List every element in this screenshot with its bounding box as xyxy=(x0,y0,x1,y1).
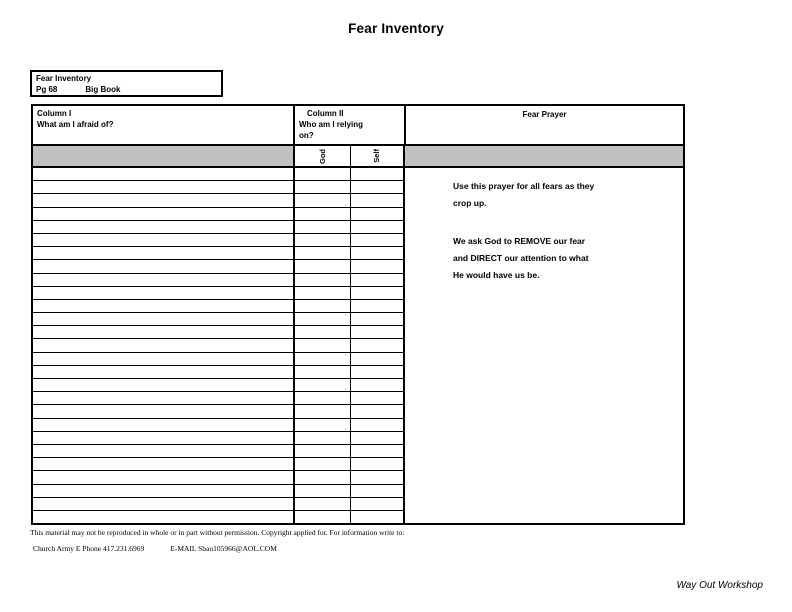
table-row-line xyxy=(33,419,293,432)
table-row-line xyxy=(295,366,350,379)
table-row-line xyxy=(295,300,350,313)
column2-header xyxy=(295,106,406,144)
table-row-line xyxy=(295,419,350,432)
table-body xyxy=(33,168,683,523)
table-row-line xyxy=(295,181,350,194)
table-row-line xyxy=(295,339,350,352)
table-row-line xyxy=(33,432,293,445)
table-row-line xyxy=(295,260,350,273)
column2-subtitle-line2: on? xyxy=(299,131,314,140)
column2-title: Column II xyxy=(307,109,344,118)
table-row-line xyxy=(351,498,403,511)
god-subcolumn-header xyxy=(295,146,351,166)
table-row-line xyxy=(33,313,293,326)
table-row-line xyxy=(295,274,350,287)
table-row-line xyxy=(351,353,403,366)
reference-title: Fear Inventory xyxy=(36,74,92,83)
page-title: Fear Inventory xyxy=(348,21,444,36)
god-column-rows xyxy=(295,168,351,523)
table-row-line xyxy=(33,208,293,221)
table-row-line xyxy=(33,339,293,352)
table-row-line xyxy=(33,405,293,418)
fear-prayer-cell xyxy=(405,168,683,523)
table-row-line xyxy=(351,392,403,405)
copyright-notice: This material may not be reproduced in whole or in part without permission. Copyright applied for. For information write to: xyxy=(30,528,405,537)
table-row-line xyxy=(33,458,293,471)
column3-title: Fear Prayer xyxy=(522,110,567,119)
table-row-line xyxy=(33,221,293,234)
table-row-line xyxy=(351,234,403,247)
prayer-line: Use this prayer for all fears as they xyxy=(453,181,595,191)
table-row-line xyxy=(295,168,350,181)
table-row-line xyxy=(33,168,293,181)
contact-phone: Church Army E Phone 417.231.6969 xyxy=(33,544,145,553)
table-row-line xyxy=(295,287,350,300)
prayer-paragraph-2 xyxy=(453,233,675,284)
table-row-line xyxy=(295,194,350,207)
table-row-line xyxy=(33,194,293,207)
table-row-line xyxy=(295,432,350,445)
table-row-line xyxy=(33,300,293,313)
column1-subtitle: What am I afraid of? xyxy=(37,120,114,129)
god-label: God xyxy=(317,148,327,164)
table-header-row xyxy=(33,106,683,146)
contact-line xyxy=(33,544,277,553)
table-row-line xyxy=(351,339,403,352)
table-row-line xyxy=(33,353,293,366)
table-row-line xyxy=(295,445,350,458)
table-row-line xyxy=(351,247,403,260)
reference-line xyxy=(36,84,217,95)
table-row-line xyxy=(351,458,403,471)
self-label: Self xyxy=(372,149,382,163)
table-row-line xyxy=(295,471,350,484)
table-row-line xyxy=(351,445,403,458)
table-row-line xyxy=(295,208,350,221)
table-row-line xyxy=(351,181,403,194)
contact-email: E-MAIL Sbau105966@AOL.COM xyxy=(170,544,277,553)
column3-header xyxy=(406,106,683,144)
self-subcolumn-header xyxy=(351,146,405,166)
table-row-line xyxy=(351,221,403,234)
table-row-line xyxy=(351,511,403,523)
table-subheader-row xyxy=(33,146,683,168)
table-row-line xyxy=(33,471,293,484)
table-row-line xyxy=(33,485,293,498)
table-row-line xyxy=(295,511,350,523)
table-row-line xyxy=(295,498,350,511)
table-row-line xyxy=(33,326,293,339)
book-reference: Big Book xyxy=(85,85,121,94)
table-row-line xyxy=(295,379,350,392)
table-row-line xyxy=(351,260,403,273)
table-row-line xyxy=(351,313,403,326)
table-row-line xyxy=(295,353,350,366)
table-row-line xyxy=(33,287,293,300)
table-row-line xyxy=(295,326,350,339)
table-row-line xyxy=(351,379,403,392)
gray-band-right xyxy=(405,146,683,166)
table-row-line xyxy=(33,511,293,523)
table-row-line xyxy=(351,419,403,432)
prayer-line: and DIRECT our attention to what xyxy=(453,253,589,263)
gray-band-left xyxy=(33,146,295,166)
table-row-line xyxy=(351,326,403,339)
table-row-line xyxy=(351,366,403,379)
table-row-line xyxy=(351,168,403,181)
column2-subtitle-line1: Who am I relying xyxy=(299,120,364,129)
table-row-line xyxy=(351,300,403,313)
page-reference: Pg 68 xyxy=(36,85,58,94)
table-row-line xyxy=(33,181,293,194)
workshop-watermark: Way Out Workshop xyxy=(676,580,763,591)
column1-title: Column I xyxy=(37,109,72,118)
prayer-line: We ask God to REMOVE our fear xyxy=(453,236,586,246)
table-row-line xyxy=(295,458,350,471)
table-row-line xyxy=(351,432,403,445)
prayer-paragraph-1 xyxy=(453,178,675,212)
reference-box xyxy=(30,70,223,97)
table-row-line xyxy=(33,366,293,379)
table-row-line xyxy=(351,274,403,287)
table-row-line xyxy=(295,405,350,418)
table-row-line xyxy=(295,221,350,234)
column1-header xyxy=(33,106,295,144)
column1-rows xyxy=(33,168,295,523)
table-row-line xyxy=(351,287,403,300)
table-row-line xyxy=(33,260,293,273)
table-row-line xyxy=(33,234,293,247)
table-row-line xyxy=(295,234,350,247)
table-row-line xyxy=(33,274,293,287)
table-row-line xyxy=(33,392,293,405)
table-row-line xyxy=(295,313,350,326)
table-row-line xyxy=(295,392,350,405)
table-row-line xyxy=(295,485,350,498)
prayer-line: He would have us be. xyxy=(453,270,540,280)
prayer-line: crop up. xyxy=(453,198,487,208)
table-row-line xyxy=(33,498,293,511)
table-row-line xyxy=(33,379,293,392)
table-row-line xyxy=(295,247,350,260)
table-row-line xyxy=(351,405,403,418)
table-row-line xyxy=(351,208,403,221)
table-row-line xyxy=(33,247,293,260)
table-row-line xyxy=(351,471,403,484)
self-column-rows xyxy=(351,168,405,523)
table-row-line xyxy=(33,445,293,458)
table-row-line xyxy=(351,485,403,498)
fear-inventory-table xyxy=(31,104,685,525)
table-row-line xyxy=(351,194,403,207)
